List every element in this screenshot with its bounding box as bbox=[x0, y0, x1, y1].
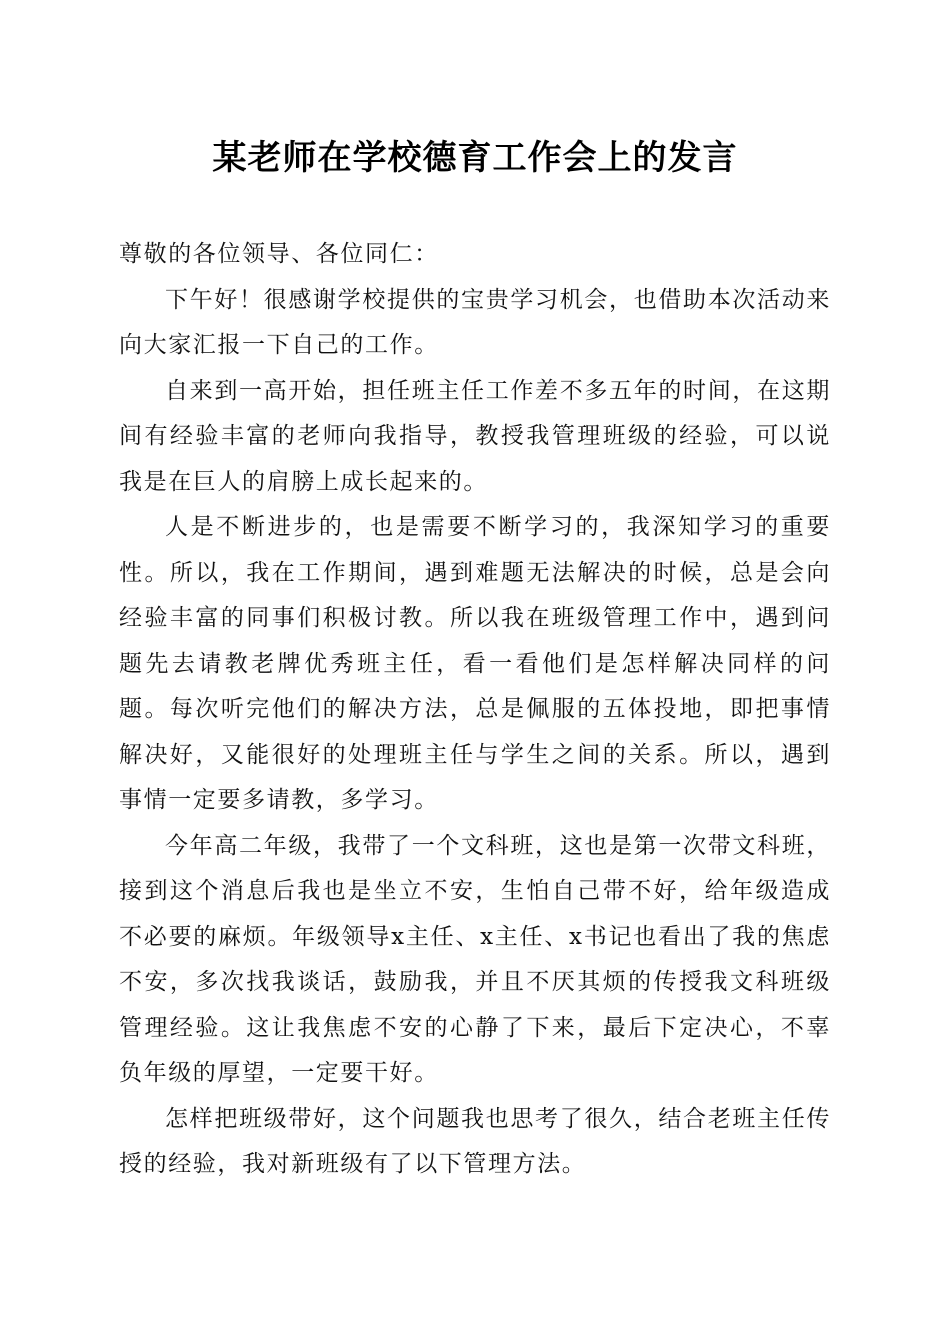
paragraph: 今年高二年级，我带了一个文科班，这也是第一次带文科班，接到这个消息后我也是坐立不安，生怕自己带不好，给年级造成不必要的麻烦。年级领导x主任、x主任、x书记也看出了我的焦虑不安，多次找我谈话，鼓励我，并且不厌其烦的传授我文科班级管理经验。这让我焦虑不安的心静了下来，最后下定决心，不辜负年级的厚望，一定要干好。 bbox=[119, 832, 831, 1086]
salutation: 尊敬的各位领导、各位同仁： bbox=[119, 241, 439, 267]
paragraph: 怎样把班级带好，这个问题我也思考了很久，结合老班主任传授的经验，我对新班级有了以下管理方法。 bbox=[119, 1105, 831, 1177]
document-body bbox=[119, 232, 831, 1188]
document-title: 某老师在学校德育工作会上的发言 bbox=[212, 138, 738, 178]
paragraph: 自来到一高开始，担任班主任工作差不多五年的时间，在这期间有经验丰富的老师向我指导，教授我管理班级的经验，可以说我是在巨人的肩膀上成长起来的。 bbox=[119, 377, 831, 495]
paragraph: 人是不断进步的，也是需要不断学习的，我深知学习的重要性。所以，我在工作期间，遇到难题无法解决的时候，总是会向经验丰富的同事们积极讨教。所以我在班级管理工作中，遇到问题先去请教老牌优秀班主任，看一看他们是怎样解决同样的问题。每次听完他们的解决方法，总是佩服的五体投地，即把事情解决好，又能很好的处理班主任与学生之间的关系。所以，遇到事情一定要多请教，多学习。 bbox=[119, 514, 831, 813]
paragraph: 下午好！很感谢学校提供的宝贵学习机会，也借助本次活动来向大家汇报一下自己的工作。 bbox=[119, 286, 831, 358]
